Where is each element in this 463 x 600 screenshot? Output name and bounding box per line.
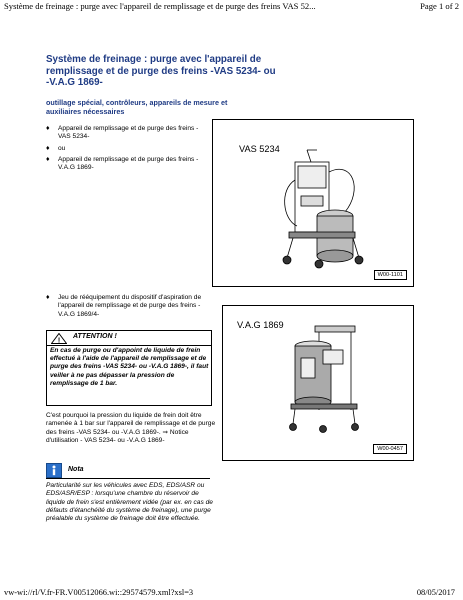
bullet-item-ou <box>46 145 206 155</box>
warning-text: En cas de purge ou d'appoint de liquide de frein effectué à l'aide de l'appareil de remplissage et de purge des freins -VAS 5234- ou -V.A.G 1869-, il faut veiller à ne pas dépasser la pression de remplissage de 1 bar. <box>50 347 209 387</box>
figure-label: V.A.G 1869 <box>237 320 284 330</box>
figure-vag1869 <box>222 305 414 461</box>
warning-header <box>47 331 211 346</box>
print-footer <box>0 588 463 600</box>
svg-text:!: ! <box>57 337 61 344</box>
warning-title: ATTENTION ! <box>73 333 117 340</box>
header-title: Système de freinage : purge avec l'appareil de remplissage et de purge des freins VAS 52... <box>4 1 316 11</box>
figure-code: W00-1101 <box>374 270 407 280</box>
figure-vas5234 <box>212 119 414 287</box>
print-header <box>0 0 463 12</box>
figure-code: W00-0457 <box>373 444 407 454</box>
info-icon <box>46 463 62 478</box>
footer-date: 08/05/2017 <box>416 588 455 597</box>
header-page-number: Page 1 of 2 <box>420 1 459 11</box>
bullet-text: Jeu de rééquipement du dispositif d'aspiration de l'appareil de remplissage et de purge des freins -V.A.G 1869/4- <box>58 294 202 318</box>
warning-box <box>46 330 212 406</box>
bullet-icon: ♦ <box>46 125 50 132</box>
pressure-paragraph: C'est pourquoi la pression du liquide de frein doit être ramenée à 1 bar sur l'appareil de remplissage et de purge des freins -VAS 5234- ou -V.A.G 1869-. ⇒ Notice d'utilisation - VAS 5234- ou -V.A.G 1869- <box>46 412 216 444</box>
warning-triangle-icon <box>51 333 67 344</box>
footer-url: vw-wi://rl/V.fr-FR.V00512066.wi::29574579.xml?xsl=3 <box>4 588 194 597</box>
bullet-icon: ♦ <box>46 156 50 163</box>
tools-subtitle: outillage spécial, contrôleurs, appareils de mesure et auxiliaires nécessaires <box>46 98 228 116</box>
brake-bleeder-vas5234-illustration <box>213 120 413 286</box>
note-header <box>46 462 210 479</box>
bullet-text: ou <box>58 145 66 152</box>
bullet-item-vas5234 <box>46 125 206 145</box>
bullet-icon: ♦ <box>46 145 50 152</box>
note-text: Particularité sur les véhicules avec EDS, EDS/ASR ou EDS/ASR/ESP : lorsqu'une chambre du réservoir de liquide de frein s'est entièrement vidée (par ex. en cas de défauts d'étanchéité du système de freinage), une purge préalable du système de freinage doit être effectuée. <box>46 482 213 523</box>
bullet-text: Appareil de remplissage et de purge des freins -V.A.G 1869- <box>58 156 199 172</box>
figure-label: VAS 5234 <box>239 144 280 154</box>
brake-bleeder-vag1869-illustration <box>223 306 413 460</box>
bullet-item-vag1869 <box>46 156 206 176</box>
note-title: Nota <box>68 466 84 473</box>
bullet-item-kit-1869-4 <box>46 294 214 322</box>
bullet-icon: ♦ <box>46 294 50 301</box>
bullet-text: Appareil de remplissage et de purge des freins -VAS 5234- <box>58 125 199 141</box>
page-title: Système de freinage : purge avec l'appareil de remplissage et de purge des freins -VAS 5234- ou -V.A.G 1869- <box>46 54 276 89</box>
